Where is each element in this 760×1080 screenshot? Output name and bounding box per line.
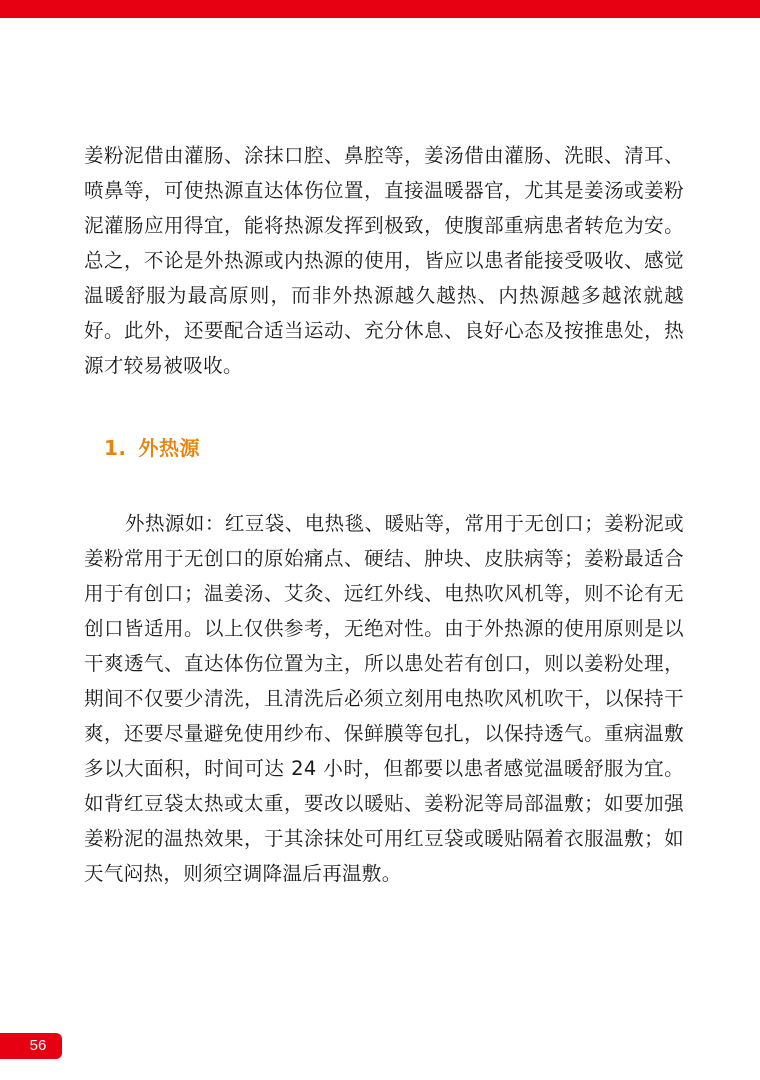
- body-paragraph-1: 姜粉泥借由灌肠、涂抹口腔、鼻腔等，姜汤借由灌肠、洗眼、清耳、喷鼻等，可使热源直达体伤位置，直接温暖器官，尤其是姜汤或姜粉泥灌肠应用得宜，能将热源发挥到极致，使腹部重病患者转危为安。总之，不论是外热源或内热源的使用，皆应以患者能接受吸收、感觉温暖舒服为最高原则，而非外热源越久越热、内热源越多越浓就越好。此外，还要配合适当运动、充分休息、良好心态及按推患处，热源才较易被吸收。: [84, 144, 684, 377]
- section-number: 1.: [104, 436, 127, 460]
- section-title: 外热源: [138, 436, 201, 460]
- section-heading: [104, 434, 200, 462]
- body-paragraph-2: 外热源如：红豆袋、电热毯、暖贴等，常用于无创口；姜粉泥或姜粉常用于无创口的原始痛点、硬结、肿块、皮肤病等；姜粉最适合用于有创口；温姜汤、艾灸、远红外线、电热吹风机等，则不论有无创口皆适用。以上仅供参考，无绝对性。由于外热源的使用原则是以干爽透气、直达体伤位置为主，所以患处若有创口，则以姜粉处理，期间不仅要少清洗，且清洗后必须立刻用电热吹风机吹干，以保持干爽，还要尽量避免使用纱布、保鲜膜等包扎，以保持透气。重病温敷多以大面积，时间可达 24 小时，但都要以患者感觉温暖舒服为宜。如背红豆袋太热或太重，要改以暖贴、姜粉泥等局部温敷；如要加强姜粉泥的温热效果，于其涂抹处可用红豆袋或暖贴隔着衣服温敷；如天气闷热，则须空调降温后再温敷。: [84, 512, 684, 885]
- top-accent-bar: [0, 0, 760, 18]
- page-number-badge: 56: [0, 1033, 62, 1059]
- page-content: [84, 138, 684, 885]
